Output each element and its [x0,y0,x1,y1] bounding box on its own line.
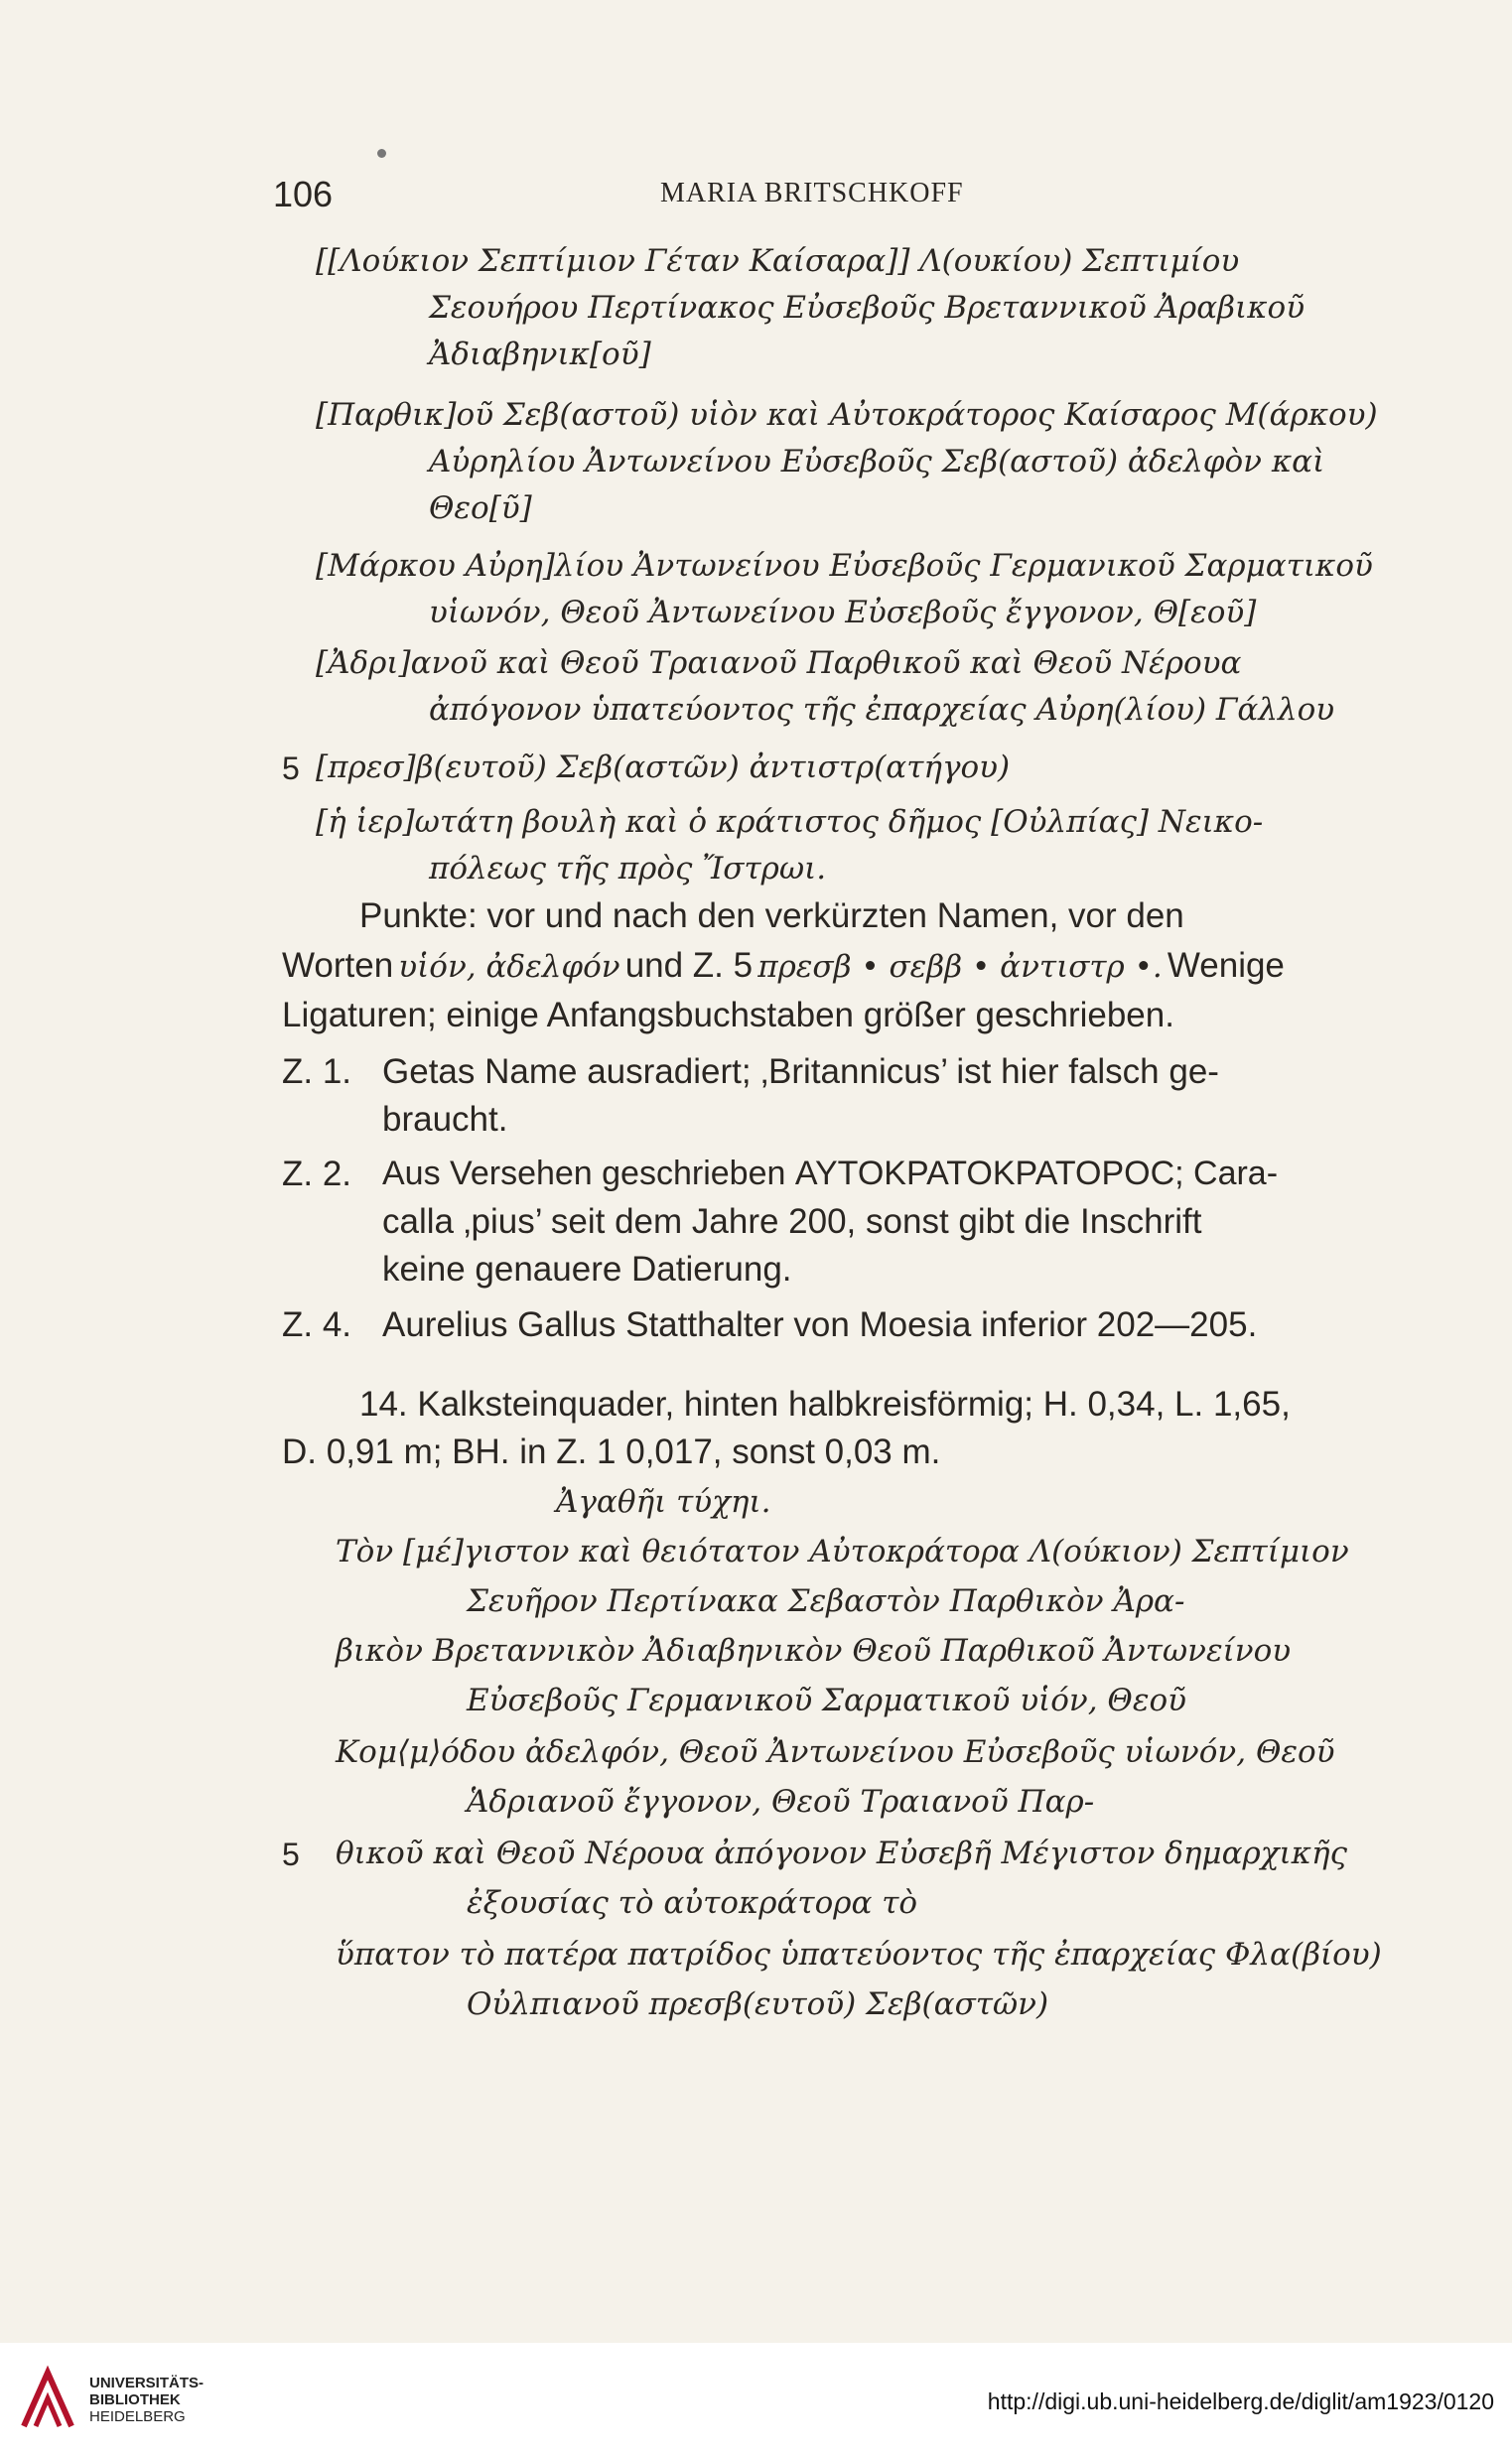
entry-description: D. 0,91 m; BH. in Z. 1 0,017, sonst 0,03 m. [282,1432,941,1471]
commentary-line: Aurelius Gallus Statthalter von Moesia inferior 202—205. [382,1305,1258,1344]
running-head-author: MARIA BRITSCHKOFF [660,178,964,208]
note-label: Z. 4. [282,1305,352,1344]
digitization-footer [0,2343,1512,2454]
inscription-line: [Ἀδρι]ανοῦ καὶ Θεοῦ Τραιανοῦ Παρθικοῦ καὶ Θεοῦ Νέρουα [316,645,1242,681]
permalink-url[interactable]: http://digi.ub.uni-heidelberg.de/diglit/am1923/0120 [987,2388,1494,2414]
inscription-line: ἐξουσίας τὸ αὐτοκράτορα τὸ [467,1885,918,1921]
inscription-line: Ἁδριανοῦ ἔγγονον, Θεοῦ Τραιανοῦ Παρ- [467,1784,1095,1820]
page-header [273,174,1365,223]
page-number: 106 [273,174,334,214]
inscription-line: Εὐσεβοῦς Γερμανικοῦ Σαρματικοῦ υἱόν, Θεοῦ [467,1683,1186,1718]
commentary-line: Aus Versehen geschrieben ΑΥΤΟΚΡΑΤΟΚΡΑΤΟΡΟϹ; Cara- [382,1155,1279,1192]
inscription-line: Σευῆρον Περτίνακα Σεβαστὸν Παρθικὸν Ἀρα- [467,1583,1185,1619]
commentary-line: Ligaturen; einige Anfangsbuchstaben größer geschrieben. [282,996,1174,1034]
commentary-line: Getas Name ausradiert; ‚Britannicus’ ist hier falsch ge- [382,1052,1219,1091]
entry-description: 14. Kalksteinquader, hinten halbkreisförmig; H. 0,34, L. 1,65, [359,1385,1291,1424]
inscription-line: [πρεσ]β(ευτοῦ) Σεβ(αστῶν) ἀντιστρ(ατήγου) [316,750,1011,785]
commentary-line: calla ‚pius’ seit dem Jahre 200, sonst gibt die Inschrift [382,1202,1202,1241]
inscription-line: υἱωνόν, Θεοῦ Ἀντωνείνου Εὐσεβοῦς ἔγγονον, Θ[εοῦ] [429,595,1257,630]
commentary-line: Punkte: vor und nach den verkürzten Namen, vor den [359,896,1184,935]
inscription-line: πόλεως τῆς πρὸς Ἴστρωι. [429,851,827,886]
ink-spot [377,149,386,158]
library-name: UNIVERSITÄTS- BIBLIOTHEK HEIDELBERG [89,2375,205,2425]
inscription-line: Ἀδιαβηνικ[οῦ] [429,337,651,372]
note-label: Z. 1. [282,1052,352,1091]
commentary-line: braucht. [382,1100,508,1139]
inscription-line: Κομ⟨μ⟩όδου ἀδελφόν, Θεοῦ Ἀντωνείνου Εὐσεβοῦς υἱωνόν, Θεοῦ [336,1734,1335,1770]
commentary-line: Worten υἱόν, ἀδελφόν und Z. 5 πρεσβ • σεββ • ἀντιστρ •. Wenige [282,946,1285,985]
inscription-line: [Παρθικ]οῦ Σεβ(αστοῦ) υἱὸν καὶ Αὐτοκράτορος Καίσαρος Μ(άρκου) [316,397,1378,433]
inscription-line: ὕπατον τὸ πατέρα πατρίδος ὑπατεύοντος τῆς ἐπαρχείας Φλα(βίου) [336,1937,1382,1973]
inscription-line: βικὸν Βρεταννικὸν Ἀδιαβηνικὸν Θεοῦ Παρθικοῦ Ἀντωνείνου [336,1633,1292,1669]
note-label: Z. 2. [282,1155,352,1193]
inscription-line: [ἡ ἱερ]ωτάτη βουλὴ καὶ ὁ κράτιστος δῆμος [Οὐλπίας] Νεικο- [316,804,1264,840]
inscription-line: Τὸν [μέ]γιστον καὶ θειότατον Αὐτοκράτορα Λ(ούκιον) Σεπτίμιον [336,1534,1349,1569]
inscription-line: [[Λούκιον Σεπτίμιον Γέταν Καίσαρα]] Λ(ουκίου) Σεπτιμίου [316,243,1240,279]
inscription-line: [Μάρκου Αὐρη]λίου Ἀντωνείνου Εὐσεβοῦς Γερμανικοῦ Σαρματικοῦ [316,548,1373,584]
inscription-line: Αὐρηλίου Ἀντωνείνου Εὐσεβοῦς Σεβ(αστοῦ) ἀδελφὸν καὶ [429,444,1325,479]
line-number: 5 [282,1837,300,1872]
commentary-line: keine genauere Datierung. [382,1250,792,1289]
inscription-line: Ἀγαθῆι τύχηι. [556,1484,771,1520]
library-logo-icon [18,2365,77,2434]
inscription-line: θικοῦ καὶ Θεοῦ Νέρουα ἀπόγονον Εὐσεβῆ Μέγιστον δημαρχικῆς [336,1836,1347,1871]
inscription-line: Θεο[ῦ] [429,490,532,526]
inscription-line: Σεουήρου Περτίνακος Εὐσεβοῦς Βρεταννικοῦ Ἀραβικοῦ [429,290,1306,326]
line-number: 5 [282,750,300,786]
inscription-line: Οὐλπιανοῦ πρεσβ(ευτοῦ) Σεβ(αστῶν) [467,1986,1049,2022]
inscription-line: ἀπόγονον ὑπατεύοντος τῆς ἐπαρχείας Αὐρη(λίου) Γάλλου [429,692,1335,728]
